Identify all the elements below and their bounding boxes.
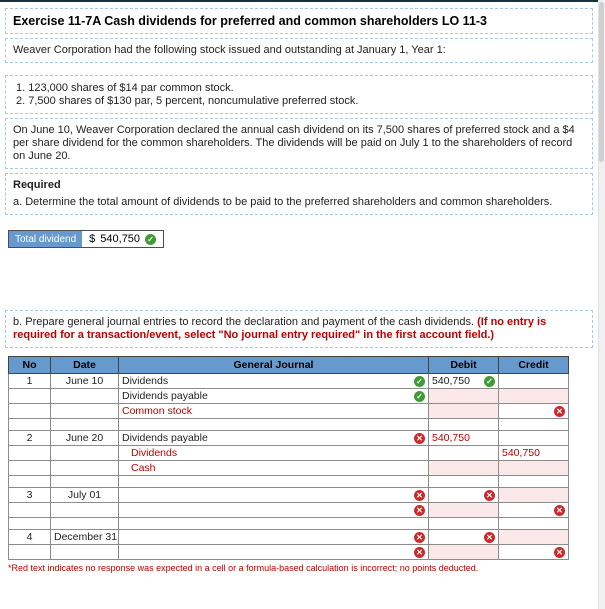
journal-debit-cell[interactable] bbox=[429, 530, 499, 545]
journal-spacer-cell bbox=[119, 518, 429, 530]
incorrect-x-icon: ✕ bbox=[554, 505, 565, 516]
journal-credit-cell[interactable] bbox=[499, 530, 569, 545]
list-item: 2. 7,500 shares of $130 par, 5 percent, noncumulative preferred stock. bbox=[16, 95, 359, 107]
journal-spacer-cell bbox=[429, 476, 499, 488]
journal-row bbox=[9, 374, 569, 389]
journal-debit-cell[interactable] bbox=[429, 446, 499, 461]
journal-spacer-cell bbox=[51, 518, 119, 530]
journal-account-cell[interactable] bbox=[119, 446, 429, 461]
journal-debit-cell-content bbox=[432, 504, 495, 517]
journal-account-cell-content bbox=[122, 447, 425, 460]
journal-no-cell: 4 bbox=[9, 530, 51, 545]
journal-account-cell[interactable] bbox=[119, 545, 429, 560]
total-dividend-field[interactable] bbox=[8, 230, 164, 248]
journal-date-cell: July 01 bbox=[51, 488, 119, 503]
journal-debit-cell-content bbox=[432, 531, 495, 544]
incorrect-x-icon: ✕ bbox=[554, 406, 565, 417]
journal-account-cell[interactable] bbox=[119, 503, 429, 518]
journal-credit-cell[interactable] bbox=[499, 446, 569, 461]
journal-no-cell bbox=[9, 461, 51, 476]
intro-section bbox=[5, 38, 593, 63]
journal-date-cell bbox=[51, 404, 119, 419]
incorrect-x-icon: ✕ bbox=[414, 547, 425, 558]
journal-debit-cell-content bbox=[432, 375, 495, 388]
journal-debit-cell-text: 540,750 bbox=[432, 431, 470, 444]
journal-debit-cell[interactable] bbox=[429, 545, 499, 560]
journal-debit-cell-content bbox=[432, 489, 495, 502]
required-b-instruction: (If no entry is required for a transaction/event, select "No journal entry required" in the first account field.) bbox=[13, 316, 547, 341]
journal-no-cell bbox=[9, 446, 51, 461]
journal-credit-cell-content bbox=[502, 504, 565, 517]
scrollbar[interactable] bbox=[598, 0, 605, 609]
incorrect-x-icon: ✕ bbox=[414, 505, 425, 516]
journal-credit-cell-content bbox=[502, 462, 565, 475]
journal-spacer-cell bbox=[9, 518, 51, 530]
journal-credit-cell-content bbox=[502, 531, 565, 544]
journal-debit-cell[interactable] bbox=[429, 431, 499, 446]
required-b-section bbox=[5, 310, 593, 348]
journal-credit-cell-content bbox=[502, 390, 565, 403]
journal-date-cell bbox=[51, 446, 119, 461]
journal-account-cell-content bbox=[122, 462, 425, 475]
required-label: Required bbox=[13, 179, 61, 191]
currency-prefix: $ bbox=[89, 233, 96, 245]
journal-debit-cell[interactable] bbox=[429, 374, 499, 389]
journal-table bbox=[8, 356, 569, 560]
journal-row bbox=[9, 461, 569, 476]
journal-debit-cell-content bbox=[432, 405, 495, 418]
journal-credit-cell-content bbox=[502, 405, 565, 418]
stock-list-section bbox=[5, 75, 593, 114]
title-section bbox=[5, 8, 593, 34]
journal-spacer-cell bbox=[9, 476, 51, 488]
journal-spacer-cell bbox=[51, 476, 119, 488]
total-dividend-label: Total dividend bbox=[9, 231, 82, 247]
journal-no-cell: 1 bbox=[9, 374, 51, 389]
journal-account-cell[interactable] bbox=[119, 530, 429, 545]
journal-account-cell-text: Dividends payable bbox=[122, 389, 208, 402]
journal-account-cell-content bbox=[122, 504, 425, 517]
required-a-text: a. Determine the total amount of dividends to be paid to the preferred shareholders and common shareholders. bbox=[13, 196, 553, 208]
correct-check-icon: ✓ bbox=[484, 376, 495, 387]
journal-no-cell bbox=[9, 503, 51, 518]
page-title: Exercise 11-7A Cash dividends for preferred and common shareholders LO 11-3 bbox=[13, 14, 488, 28]
journal-spacer-cell bbox=[499, 518, 569, 530]
journal-account-cell[interactable] bbox=[119, 431, 429, 446]
journal-no-cell: 2 bbox=[9, 431, 51, 446]
journal-credit-cell-content bbox=[502, 432, 565, 445]
required-b-text bbox=[13, 316, 585, 342]
total-dividend-amount: 540,750 bbox=[100, 233, 141, 245]
journal-account-cell-content bbox=[122, 531, 425, 544]
journal-spacer-cell bbox=[119, 476, 429, 488]
journal-account-cell-text: Dividends bbox=[122, 374, 169, 387]
journal-credit-cell-content bbox=[502, 489, 565, 502]
journal-spacer-cell bbox=[119, 419, 429, 431]
journal-date-cell bbox=[51, 389, 119, 404]
journal-header-date: Date bbox=[51, 357, 119, 374]
journal-credit-cell[interactable] bbox=[499, 374, 569, 389]
journal-no-cell bbox=[9, 404, 51, 419]
journal-header-no: No bbox=[9, 357, 51, 374]
journal-debit-cell[interactable] bbox=[429, 389, 499, 404]
scrollbar-thumb[interactable] bbox=[599, 2, 604, 162]
journal-credit-cell[interactable] bbox=[499, 431, 569, 446]
journal-account-cell-text: Dividends payable bbox=[122, 431, 208, 444]
journal-spacer-cell bbox=[51, 419, 119, 431]
incorrect-x-icon: ✕ bbox=[414, 532, 425, 543]
journal-no-cell: 3 bbox=[9, 488, 51, 503]
journal-row bbox=[9, 431, 569, 446]
journal-credit-cell-text: 540,750 bbox=[502, 446, 540, 459]
journal-debit-cell-text: 540,750 bbox=[432, 374, 470, 387]
required-b-normal: b. Prepare general journal entries to record the declaration and payment of the cash dividends. bbox=[13, 316, 478, 328]
journal-spacer-row bbox=[9, 518, 569, 530]
journal-credit-cell[interactable] bbox=[499, 389, 569, 404]
journal-debit-cell-content bbox=[432, 390, 495, 403]
journal-row bbox=[9, 545, 569, 560]
journal-date-cell bbox=[51, 503, 119, 518]
journal-row bbox=[9, 404, 569, 419]
journal-no-cell bbox=[9, 389, 51, 404]
journal-account-cell[interactable] bbox=[119, 374, 429, 389]
journal-date-cell: June 10 bbox=[51, 374, 119, 389]
journal-row bbox=[9, 389, 569, 404]
journal-date-cell: December 31 bbox=[51, 530, 119, 545]
journal-account-cell-text: Common stock bbox=[122, 404, 193, 417]
journal-account-cell[interactable] bbox=[119, 461, 429, 476]
intro-text: Weaver Corporation had the following stock issued and outstanding at January 1, Year 1: bbox=[13, 44, 446, 56]
journal-no-cell bbox=[9, 545, 51, 560]
journal-credit-cell[interactable] bbox=[499, 545, 569, 560]
journal-spacer-cell bbox=[9, 419, 51, 431]
journal-credit-cell-content bbox=[502, 375, 565, 388]
journal-spacer-cell bbox=[499, 476, 569, 488]
journal-debit-cell[interactable] bbox=[429, 503, 499, 518]
journal-debit-cell[interactable] bbox=[429, 404, 499, 419]
incorrect-x-icon: ✕ bbox=[414, 490, 425, 501]
journal-date-cell bbox=[51, 545, 119, 560]
journal-account-cell[interactable] bbox=[119, 404, 429, 419]
journal-account-cell-content bbox=[122, 390, 425, 403]
journal-row bbox=[9, 530, 569, 545]
required-section bbox=[5, 173, 593, 215]
incorrect-x-icon: ✕ bbox=[554, 547, 565, 558]
incorrect-x-icon: ✕ bbox=[484, 490, 495, 501]
journal-account-cell-text: Dividends bbox=[131, 446, 178, 459]
journal-row bbox=[9, 488, 569, 503]
red-text-footnote: *Red text indicates no response was expected in a cell or a formula-based calculation is incorrect; no points deducted. bbox=[8, 563, 479, 573]
correct-check-icon: ✓ bbox=[414, 376, 425, 387]
list-item: 1. 123,000 shares of $14 par common stock. bbox=[16, 82, 234, 94]
journal-debit-cell-content bbox=[432, 447, 495, 460]
scenario-text: On June 10, Weaver Corporation declared the annual cash dividend on its 7,500 shares of preferred stock and a $4 per share dividend for the common shareholders. The dividends will be paid on July 1 to the shareholders of record on June 20. bbox=[13, 124, 575, 162]
incorrect-x-icon: ✕ bbox=[414, 433, 425, 444]
journal-debit-cell-content bbox=[432, 462, 495, 475]
journal-header-credit: Credit bbox=[499, 357, 569, 374]
journal-row bbox=[9, 446, 569, 461]
journal-spacer-cell bbox=[429, 518, 499, 530]
journal-account-cell[interactable] bbox=[119, 488, 429, 503]
journal-credit-cell-content bbox=[502, 447, 565, 460]
exercise-page bbox=[0, 2, 605, 573]
journal-debit-cell[interactable] bbox=[429, 488, 499, 503]
journal-row bbox=[9, 503, 569, 518]
journal-spacer-cell bbox=[499, 419, 569, 431]
journal-debit-cell[interactable] bbox=[429, 461, 499, 476]
journal-account-cell-text: Cash bbox=[131, 461, 156, 474]
journal-credit-cell[interactable] bbox=[499, 503, 569, 518]
journal-account-cell[interactable] bbox=[119, 389, 429, 404]
journal-credit-cell-content bbox=[502, 546, 565, 559]
journal-spacer-cell bbox=[429, 419, 499, 431]
journal-account-cell-content bbox=[122, 375, 425, 388]
journal-date-cell: June 20 bbox=[51, 431, 119, 446]
journal-credit-cell[interactable] bbox=[499, 404, 569, 419]
journal-debit-cell-content bbox=[432, 432, 495, 445]
correct-check-icon: ✓ bbox=[145, 234, 156, 245]
journal-header-debit: Debit bbox=[429, 357, 499, 374]
journal-account-cell-content bbox=[122, 405, 425, 418]
journal-account-cell-content bbox=[122, 432, 425, 445]
incorrect-x-icon: ✕ bbox=[484, 532, 495, 543]
journal-debit-cell-content bbox=[432, 546, 495, 559]
journal-spacer-row bbox=[9, 476, 569, 488]
correct-check-icon: ✓ bbox=[414, 391, 425, 402]
journal-header-general-journal: General Journal bbox=[119, 357, 429, 374]
journal-spacer-row bbox=[9, 419, 569, 431]
journal-credit-cell[interactable] bbox=[499, 488, 569, 503]
journal-credit-cell[interactable] bbox=[499, 461, 569, 476]
journal-date-cell bbox=[51, 461, 119, 476]
journal-account-cell-content bbox=[122, 546, 425, 559]
scenario-section bbox=[5, 118, 593, 169]
journal-account-cell-content bbox=[122, 489, 425, 502]
total-dividend-value[interactable] bbox=[82, 233, 163, 245]
